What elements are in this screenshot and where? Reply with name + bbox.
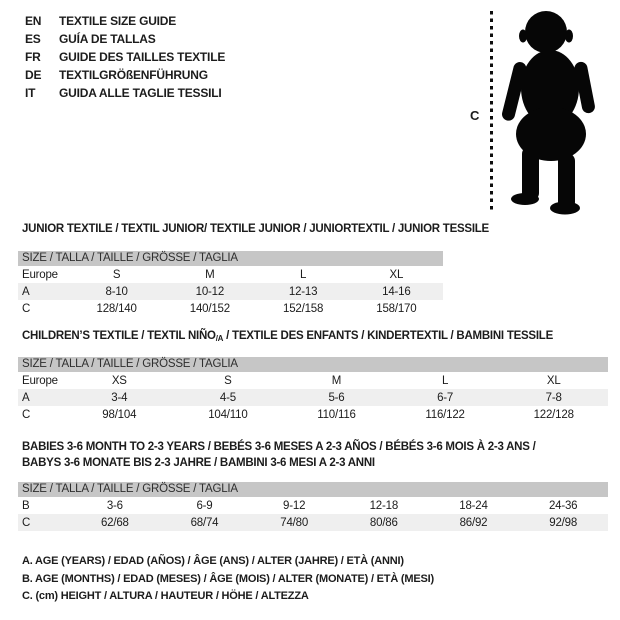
table-row-europe bbox=[18, 372, 608, 389]
age-value: 14-16 bbox=[382, 285, 411, 298]
size-value: XS bbox=[111, 374, 127, 387]
height-value: 158/170 bbox=[376, 302, 417, 315]
language-row-en bbox=[25, 12, 225, 30]
age-value: 12-13 bbox=[288, 285, 318, 298]
language-code: DE bbox=[25, 68, 42, 82]
children-size-table bbox=[18, 357, 608, 423]
size-value: S bbox=[112, 268, 121, 281]
height-value: 116/122 bbox=[425, 408, 465, 421]
size-header-bar: SIZE / TALLA / TAILLE / GRÖSSE / TAGLIA bbox=[18, 482, 608, 497]
heading-subscript: /A bbox=[215, 334, 224, 343]
footnote-b: B. AGE (MONTHS) / EDAD (MESES) / ÂGE (MOIS) / ALTER (MONATE) / ETÀ (MESI) bbox=[22, 572, 434, 585]
size-value: L bbox=[300, 268, 307, 281]
language-title: GUIDA ALLE TAGLIE TESSILI bbox=[59, 86, 222, 100]
language-row-de bbox=[25, 66, 225, 84]
row-label: B bbox=[22, 499, 30, 512]
height-value: 62/68 bbox=[100, 516, 129, 529]
babies-heading-line2: BABYS 3-6 MONATE BIS 2-3 JAHRE / BAMBINI 3-6 MESI A 2-3 ANNI bbox=[22, 457, 375, 469]
height-value: 80/86 bbox=[369, 516, 398, 529]
measure-label-c: C bbox=[470, 108, 480, 123]
age-value: 9-12 bbox=[283, 499, 306, 512]
row-label: C bbox=[22, 408, 31, 421]
children-section-heading bbox=[22, 330, 553, 343]
language-title: TEXTILGRÖßENFÜHRUNG bbox=[59, 68, 208, 82]
age-value: 10-12 bbox=[195, 285, 225, 298]
age-value: 18-24 bbox=[459, 499, 488, 512]
height-value: 86/92 bbox=[459, 516, 488, 529]
age-value: 8-10 bbox=[105, 285, 128, 298]
language-title: GUIDE DES TAILLES TEXTILE bbox=[59, 50, 226, 64]
row-label: C bbox=[22, 516, 31, 529]
footnote-c: C. (cm) HEIGHT / ALTURA / HAUTEUR / HÖHE / ALTEZZA bbox=[22, 590, 309, 602]
height-value: 68/74 bbox=[190, 516, 219, 529]
size-value: S bbox=[224, 374, 232, 387]
toddler-silhouette-icon bbox=[498, 6, 616, 220]
height-value: 122/128 bbox=[533, 408, 574, 421]
height-value: 104/110 bbox=[208, 408, 248, 421]
row-label: Europe bbox=[22, 374, 58, 387]
row-label: A bbox=[22, 391, 30, 404]
junior-section-heading: JUNIOR TEXTILE / TEXTIL JUNIOR/ TEXTILE JUNIOR / JUNIORTEXTIL / JUNIOR TESSILE bbox=[22, 223, 489, 235]
size-value: M bbox=[331, 374, 342, 387]
age-value: 6-7 bbox=[437, 391, 454, 404]
babies-section-heading bbox=[22, 439, 536, 471]
size-header-bar: SIZE / TALLA / TAILLE / GRÖSSE / TAGLIA bbox=[18, 357, 608, 372]
age-value: 3-4 bbox=[111, 391, 128, 404]
table-row-height-cm bbox=[18, 514, 608, 531]
language-code: FR bbox=[25, 50, 41, 64]
height-measure-dotted-line bbox=[490, 11, 493, 213]
footnote-a: A. AGE (YEARS) / EDAD (AÑOS) / ÂGE (ANS) / ALTER (JAHRE) / ETÀ (ANNI) bbox=[22, 555, 404, 567]
row-label: Europe bbox=[22, 268, 58, 281]
age-value: 5-6 bbox=[328, 391, 345, 404]
size-value: XL bbox=[389, 268, 404, 281]
table-row-age-years bbox=[18, 283, 443, 300]
height-value: 128/140 bbox=[96, 302, 137, 315]
age-value: 7-8 bbox=[545, 391, 562, 404]
table-row-height-cm bbox=[18, 406, 608, 423]
age-value: 3-6 bbox=[106, 499, 123, 512]
table-row-age-years bbox=[18, 389, 608, 406]
height-value: 92/98 bbox=[549, 516, 578, 529]
language-row-es bbox=[25, 30, 225, 48]
age-value: 24-36 bbox=[548, 499, 578, 512]
age-value: 12-18 bbox=[369, 499, 399, 512]
language-row-fr bbox=[25, 48, 225, 66]
language-code: ES bbox=[25, 32, 41, 46]
language-code: EN bbox=[25, 14, 42, 28]
height-value: 152/158 bbox=[283, 302, 324, 315]
language-title: TEXTILE SIZE GUIDE bbox=[59, 14, 177, 28]
table-row-age-months bbox=[18, 497, 608, 514]
language-row-it bbox=[25, 84, 225, 102]
language-list bbox=[25, 12, 225, 102]
babies-heading-line1: BABIES 3-6 MONTH TO 2-3 YEARS / BEBÉS 3-6 MESES A 2-3 AÑOS / BÉBÉS 3-6 MOIS À 2-3 ANS / bbox=[22, 441, 536, 453]
heading-text: CHILDREN’S TEXTILE / TEXTIL NIÑO bbox=[22, 330, 216, 342]
size-value: M bbox=[205, 268, 215, 281]
age-value: 6-9 bbox=[196, 499, 213, 512]
row-label: A bbox=[22, 285, 30, 298]
height-value: 74/80 bbox=[280, 516, 309, 529]
age-value: 4-5 bbox=[219, 391, 236, 404]
language-code: IT bbox=[25, 86, 36, 100]
heading-text: / TEXTILE DES ENFANTS / KINDERTEXTIL / BAMBINI TESSILE bbox=[223, 330, 553, 342]
row-label: C bbox=[22, 302, 31, 315]
table-row-height-cm bbox=[18, 300, 443, 317]
size-value: XL bbox=[546, 374, 561, 387]
footnote-legend bbox=[22, 553, 434, 606]
size-value: L bbox=[441, 374, 449, 387]
babies-size-table bbox=[18, 482, 608, 531]
table-row-europe bbox=[18, 266, 443, 283]
size-header-bar: SIZE / TALLA / TAILLE / GRÖSSE / TAGLIA bbox=[18, 251, 443, 266]
junior-size-table bbox=[18, 251, 443, 317]
height-value: 140/152 bbox=[189, 302, 230, 315]
height-value: 110/116 bbox=[317, 408, 356, 421]
language-title: GUÍA DE TALLAS bbox=[59, 32, 156, 46]
height-value: 98/104 bbox=[102, 408, 137, 421]
